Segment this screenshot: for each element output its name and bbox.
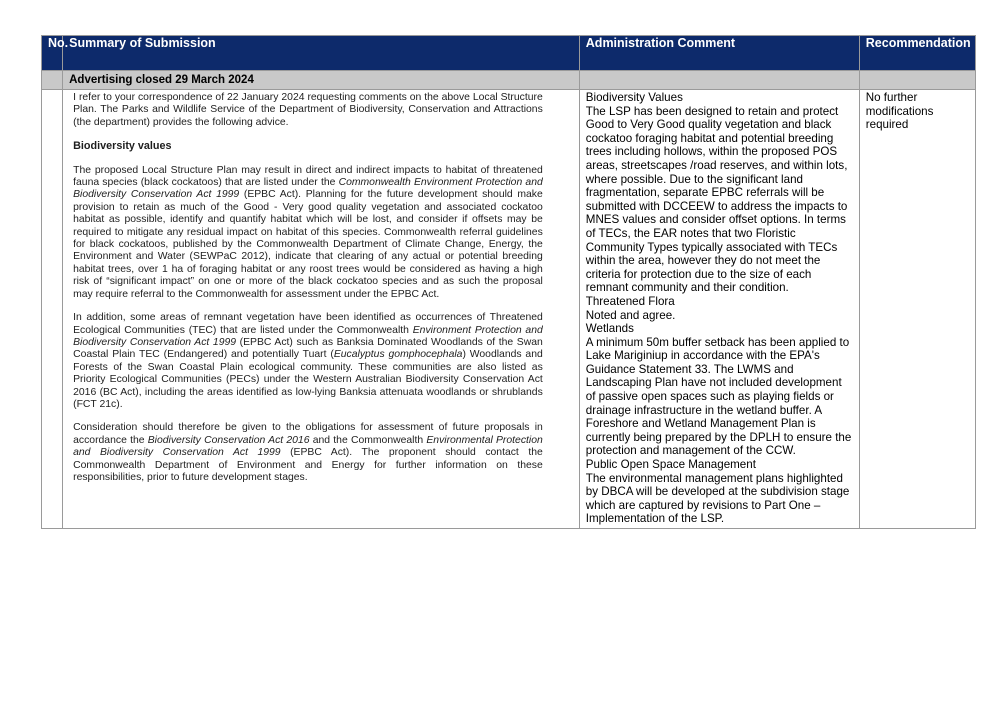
admin-text-flora: Noted and agree. [585,308,676,322]
submissions-table [41,35,976,529]
admin-heading-wetlands: Wetlands [585,322,634,336]
advertising-closed-label: Advertising closed 29 March 2024 [63,71,580,90]
header-no: No. [42,36,63,71]
summary-heading: Biodiversity values [73,140,172,153]
summary-paragraph-tec: In addition, some areas of remnant vegetation have been identified as occurrences of Threatened Ecological Communities (TEC) that are listed under the Commonwealth Environment Protection and Biodiversity Conservation Act 1999 (EPBC Act) such as Banksia Dominated Woodlands of the Swan Coastal Plain TEC (Endangered) and potentially Tuart (Eucalyptus gomphocephala) Woodlands and Forests of the Swan Coastal Plain ecological community. These communities are also listed as Priority Ecological Communities (PECs) under the Western Australian Biodiversity Conservation Act 2016 (BC Act), including the areas identified as low-lying Banksia attenuata woodlands or shrublands (FCT 21c). [73,312,543,410]
summary-paragraph-obligations: Consideration should therefore be given to the obligations for assessment of future proposals in accordance the Biodiversity Conservation Act 2016 and the Commonwealth Environmental Protection and Biodiversity Conservation Act 1999 (EPBC Act). The proponent should contact the Commonwealth Department of Environment and Energy for further information on these responsibilities, prior to future development stages. [73,422,543,483]
admin-heading-flora: Threatened Flora [585,294,675,308]
submission-number [42,90,63,529]
advertising-rec-cell [859,71,975,90]
admin-heading-pos: Public Open Space Management [585,458,756,472]
submission-row [42,90,976,529]
administration-comment [579,90,859,529]
recommendation: No further modifications required [859,90,975,529]
submission-summary [63,90,580,529]
admin-text-wetlands: A minimum 50m buffer setback has been applied to Lake Mariginiup in accordance with the EPA's Guidance Statement 33. The LWMS and Landscaping Plan have not included development of passive open spaces such as playing fields or drainage infrastructure in the wetland buffer. A Foreshore and Wetland Management Plan is currently being prepared by the DPLH to ensure the protection and management of the CCW. [585,335,852,458]
summary-paragraph-cockatoo: The proposed Local Structure Plan may result in direct and indirect impacts to habitat of threatened fauna species (black cockatoos) that are listed under the Commonwealth Environment Protection and Biodiversity Conservation Act 1999 (EPBC Act). Planning for the future development should make provision to retain as much of the Good - Very good quality vegetation and associated cockatoo habitat as possible, identify and quantify habitat which will be lost, and consider if offsets may be required to mitigate any residual impact on habitat of this species. Commonwealth referral guidelines for black cockatoos, published by the Commonwealth Department of Climate Change, Energy, the Environment and Water (SEWPaC 2012), indicate that clearing of any actual or potential breeding habitat trees, over 1 ha of foraging habitat or any roost trees would be considered as having a high risk of “significant impact” on one or more of the black cockatoo species and as such the proposal may require referral to the Commonwealth for assessment under the EPBC Act. [73,164,543,300]
admin-text-pos: The environmental management plans highlighted by DBCA will be developed at the subdivision stage which are captured by revisions to Part One – Implementation of the LSP. [585,471,850,526]
advertising-no-cell [42,71,63,90]
admin-text-biodiversity: The LSP has been designed to retain and protect Good to Very Good quality vegetation and black cockatoo foraging habitat and potential breeding trees including hollows, within the proposed POS areas, streetscapes /road reserves, and within lots, where possible. Due to the significant land fragmentation, separate EPBC referrals will be submitted with DCCEEW to address the impacts to MNES values and consider offset options. In terms of TECs, the EAR notes that two Floristic Community Types typically associated with TECs within the area, however they do not meet the criteria for protection due to the size of each remnant community and their condition. [585,104,848,295]
header-admin-comment: Administration Comment [579,36,859,71]
admin-heading-biodiversity: Biodiversity Values [585,91,683,104]
advertising-admin-cell [579,71,859,90]
header-row [42,36,976,71]
header-recommendation: Recommendation [859,36,975,71]
summary-intro: I refer to your correspondence of 22 January 2024 requesting comments on the above Local Structure Plan. The Parks and Wildlife Service of the Department of Biodiversity, Conservation and Attractions (the department) provides the following advice. [73,92,543,128]
advertising-row [42,71,976,90]
header-summary: Summary of Submission [63,36,580,71]
